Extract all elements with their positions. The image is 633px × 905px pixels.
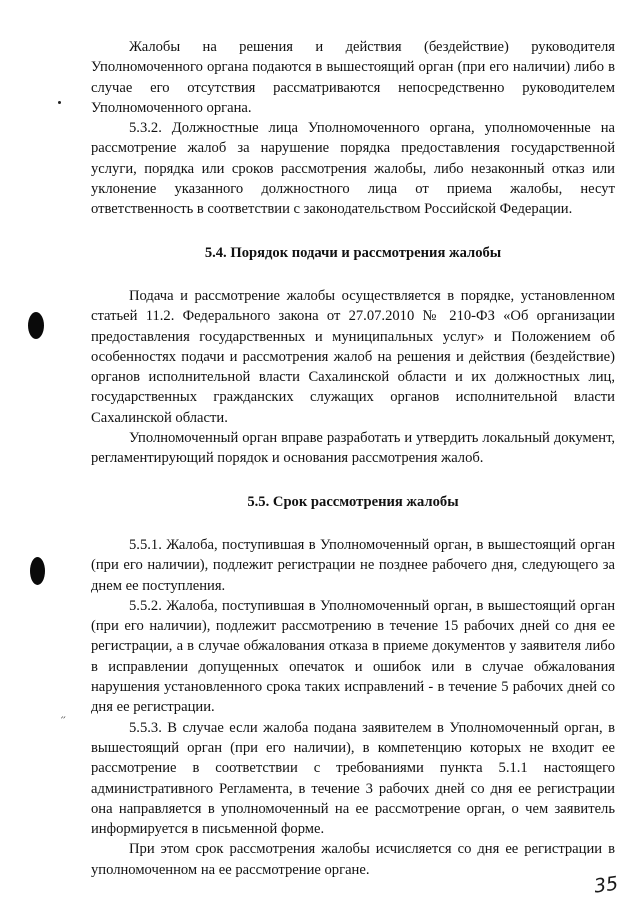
paragraph: Подача и рассмотрение жалобы осуществляется в порядке, установленном статьей 11.2. Федерального закона от 27.07.2010 № 210-ФЗ «Об организации предоставления государственных и муниципальных услуг» и Положением об особенностях подачи и рассмотрения жалоб на решения и действия (бездействие) органов исполнительной власти Сахалинской области и их должностных лиц, государственных гражданских служащих органов исполнительной власти Сахалинской области.: [91, 287, 615, 426]
section-body: [91, 286, 615, 469]
paragraph: 5.3.2. Должностные лица Уполномоченного органа, уполномоченные на рассмотрение жалоб за нарушение порядка предоставления государственной услуги, порядка или сроков рассмотрения жалобы, либо незаконный отказ или уклонение указанного должностного лица от приема жалобы, несут ответственность в соответствии с законодательством Российской Федерации.: [91, 120, 615, 218]
paragraph: 5.5.3. В случае если жалоба подана заявителем в Уполномоченный орган, в вышестоящий орган (при его наличии), в компетенцию которых не входит ее рассмотрение в соответствии с требованиями пункта 5.1.1 настоящего административного Регламента, в течение 3 рабочих дней со дня ее регистрации она направляется в уполномоченный на ее рассмотрение орган, о чем заявитель информируется в письменной форме.: [91, 719, 615, 838]
paragraph: 5.5.1. Жалоба, поступившая в Уполномоченный орган, в вышестоящий орган (при его наличии), подлежит регистрации не позднее рабочего дня, следующего за днем ее поступления.: [91, 536, 615, 594]
paragraph: При этом срок рассмотрения жалобы исчисляется со дня ее регистрации в уполномоченном на ее рассмотрение органе.: [91, 841, 615, 878]
scan-speck: [58, 101, 61, 104]
section-heading: 5.4. Порядок подачи и рассмотрения жалобы: [204, 244, 502, 261]
paragraph: Уполномоченный орган вправе разработать и утвердить локальный документ, регламентирующий порядок и основания рассмотрения жалоб.: [91, 430, 615, 467]
document-body: [91, 37, 615, 880]
section-heading: 5.5. Срок рассмотрения жалобы: [247, 493, 459, 510]
paragraph: 5.5.2. Жалоба, поступившая в Уполномоченный орган, в вышестоящий орган (при его наличии), подлежит рассмотрению в течение 15 рабочих дней со дня ее регистрации, а в случае обжалования отказа в приеме документов у заявителя либо в исправлении допущенных опечаток и ошибок или в случае обжалования нарушения установленного срока таких исправлений - в течение 5 рабочих дней со дня ее регистрации.: [91, 597, 615, 716]
section-body: [91, 535, 615, 880]
paragraph: Жалобы на решения и действия (бездействие) руководителя Уполномоченного органа подаются в вышестоящий орган (при его наличии) либо в случае его отсутствия рассматриваются непосредственно руководителем Уполномоченного органа.: [91, 39, 615, 116]
punch-hole-mark: [30, 557, 45, 585]
scan-speck: ״: [60, 714, 67, 725]
punch-hole-mark: [28, 312, 44, 339]
page-number: 35: [592, 872, 620, 898]
